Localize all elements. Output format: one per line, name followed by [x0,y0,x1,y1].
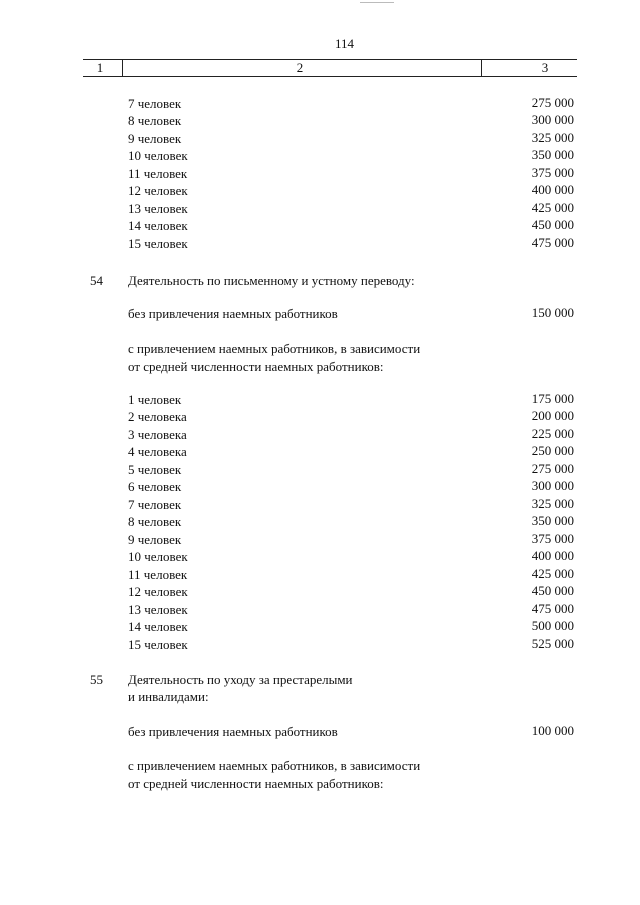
row-value: 375 000 [531,531,574,546]
row-label: 8 человек [128,514,182,529]
row-label: 9 человек [128,131,182,146]
section-number: 54 [90,273,103,288]
section-title: Деятельность по письменному и устному переводу: [128,273,415,288]
row-label: 14 человек [128,218,188,233]
row-label: 9 человек [128,532,182,547]
with-hire-label-line1: с привлечением наемных работников, в зависимости [128,758,421,773]
row-value: 200 000 [531,408,574,423]
row-label: 12 человек [128,584,188,599]
row-value: 475 000 [531,601,574,616]
row-label: 7 человек [128,497,182,512]
column-header-2: 2 [296,60,304,75]
row-label: 15 человек [128,637,188,652]
row-value: 425 000 [531,200,574,215]
page-number: 114 [335,36,355,51]
no-hire-value: 150 000 [531,305,574,320]
row-label: 1 человек [128,392,182,407]
row-value: 500 000 [531,618,574,633]
scan-artifact [360,2,394,3]
row-label: 11 человек [128,166,188,181]
column-header-3: 3 [541,60,549,75]
no-hire-label: без привлечения наемных работников [128,724,338,739]
row-label: 12 человек [128,183,188,198]
row-value: 275 000 [531,95,574,110]
row-value: 450 000 [531,217,574,232]
with-hire-label-line1: с привлечением наемных работников, в зависимости [128,341,421,356]
row-label: 8 человек [128,113,182,128]
row-label: 6 человек [128,479,182,494]
section-title-line1: Деятельность по уходу за престарелыми [128,672,353,687]
row-label: 3 человека [128,427,187,442]
section-number: 55 [90,672,103,687]
row-value: 400 000 [531,182,574,197]
row-value: 225 000 [531,426,574,441]
row-value: 175 000 [531,391,574,406]
row-value: 525 000 [531,636,574,651]
section-title-line2: и инвалидами: [128,689,209,704]
table-col-divider-1 [122,59,123,77]
column-header-1: 1 [96,60,104,75]
with-hire-label-line2: от средней численности наемных работников: [128,359,384,374]
row-value: 300 000 [531,478,574,493]
row-label: 13 человек [128,602,188,617]
row-label: 7 человек [128,96,182,111]
no-hire-label: без привлечения наемных работников [128,306,338,321]
row-value: 275 000 [531,461,574,476]
no-hire-value: 100 000 [531,723,574,738]
row-label: 11 человек [128,567,188,582]
row-value: 400 000 [531,548,574,563]
row-label: 10 человек [128,148,188,163]
row-value: 350 000 [531,147,574,162]
table-bottom-border [83,76,577,77]
table-col-divider-2 [481,59,482,77]
table-top-border [83,59,577,60]
row-label: 10 человек [128,549,188,564]
row-value: 325 000 [531,130,574,145]
row-value: 375 000 [531,165,574,180]
row-value: 475 000 [531,235,574,250]
row-value: 300 000 [531,112,574,127]
row-value: 325 000 [531,496,574,511]
row-label: 4 человека [128,444,187,459]
row-value: 425 000 [531,566,574,581]
row-value: 350 000 [531,513,574,528]
with-hire-label-line2: от средней численности наемных работников: [128,776,384,791]
row-label: 5 человек [128,462,182,477]
row-label: 15 человек [128,236,188,251]
row-label: 2 человека [128,409,187,424]
row-value: 450 000 [531,583,574,598]
row-value: 250 000 [531,443,574,458]
row-label: 13 человек [128,201,188,216]
row-label: 14 человек [128,619,188,634]
